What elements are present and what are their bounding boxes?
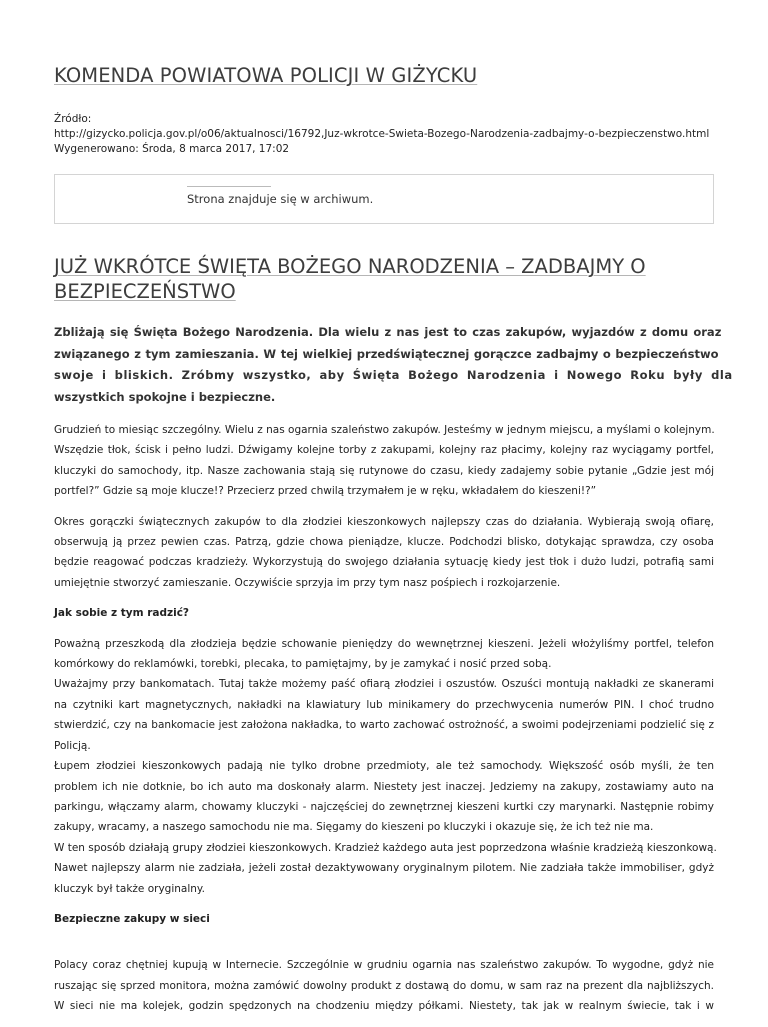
document-meta xyxy=(54,112,709,157)
source-url: http://gizycko.policja.gov.pl/o06/aktualnosci/16792,Juz-wkrotce-Swieta-Bozego-Narodzenia-zadbajmy-o-bezpieczenstwo.html xyxy=(54,128,710,140)
paragraph-2 xyxy=(54,512,714,594)
text-line: kluczyki do samochody, itp. Nasze zachowania stają się rutynowe do czasu, kiedy zadajemy sobie pytanie „Gdzie jest mój xyxy=(54,464,714,477)
text-line: zakupy, wracamy, a naszego samochodu nie ma. Sięgamy do kieszeni po kluczyki i okazuje się, że ich też nie ma. xyxy=(54,821,654,834)
article-title[interactable] xyxy=(54,254,714,304)
article-body xyxy=(54,322,733,1027)
text-line: na czytniki kart magnetycznych, nakładki na klawiatury lub minikamery do przechwycenia numerów PIN. I choć trudno xyxy=(54,698,714,711)
lead-line: wszystkich spokojne i bezpieczne. xyxy=(54,389,276,404)
archive-divider xyxy=(187,186,271,187)
text-line: Uważajmy przy bankomatach. Tutaj także możemy paść ofiarą złodziei i oszustów. Oszuści montują nakładki ze skanerami xyxy=(54,678,714,691)
text-line: stwierdzić, czy na bankomacie jest założona nakładka, to warto zachować ostrożność, a swoimi podejrzeniami podzielić się z xyxy=(54,719,714,732)
archive-notice-box xyxy=(54,174,714,224)
paragraph-1 xyxy=(54,420,714,502)
subheading-online-shopping: Bezpieczne zakupy w sieci xyxy=(54,912,210,925)
article-title-line: BEZPIECZEŃSTWO xyxy=(54,280,236,303)
text-line: Grudzień to miesiąc szczególny. Wielu z nas ogarnia szaleństwo zakupów. Jesteśmy w jednym miejscu, a myślami o kolejnym. xyxy=(54,424,715,436)
text-line: Łupem złodziei kieszonkowych padają nie tylko drobne przedmioty, ale też samochody. Większość osób myśli, że ten xyxy=(54,760,714,773)
subheading-how-to-cope: Jak sobie z tym radzić? xyxy=(54,607,190,620)
text-line: Nawet najlepszy alarm nie zadziała, jeżeli został dezaktywowany oryginalnym pilotem. Nie zadziała także immobiliser, gdyż xyxy=(54,862,714,875)
text-line: umiejętnie stworzyć zamieszanie. Oczywiście sprzyja im przy tym nasz pośpiech i rozkojarzenie. xyxy=(54,576,561,589)
org-title[interactable]: KOMENDA POWIATOWA POLICJI W GIŻYCKU xyxy=(54,64,478,87)
article-title-line: JUŻ WKRÓTCE ŚWIĘTA BOŻEGO NARODZENIA – ZADBAJMY O xyxy=(54,255,646,278)
paragraph-4 xyxy=(54,955,714,1016)
lead-line: swoje i bliskich. Zróbmy wszystko, aby Święta Bożego Narodzenia i Nowego Roku były dla xyxy=(54,368,733,382)
text-line: W sieci nie ma kolejek, godzin spędzonych na chodzeniu między półkami. Niestety, tak jak w realnym świecie, tak i w xyxy=(54,1000,714,1013)
text-line: Poważną przeszkodą dla złodzieja będzie schowanie pieniędzy do wewnętrznej kieszeni. Jeżeli włożyliśmy portfel, telefon xyxy=(54,637,714,650)
text-line: parkingu, włączamy alarm, chowamy kluczyki - najczęściej do zewnętrznej kieszeni kurtki czy marynarki. Następnie robimy xyxy=(54,800,714,813)
text-line: obserwują ją przez pewien czas. Patrzą, gdzie chowa pieniądze, klucze. Podchodzi blisko, dotykając sprawdza, czy osoba xyxy=(54,536,714,549)
paragraph-3 xyxy=(54,634,717,899)
archive-notice: Strona znajduje się w archiwum. xyxy=(187,192,374,206)
text-line: Policją. xyxy=(54,739,91,752)
generated-date: Wygenerowano: Środa, 8 marca 2017, 17:02 xyxy=(54,143,290,155)
text-line: Wszędzie tłok, ścisk i pełno ludzi. Dźwigamy kolejne torby z zakupami, kolejny raz płacimy, kolejny raz wyciągamy portfel, xyxy=(54,444,714,457)
text-line: kluczyk był także oryginalny. xyxy=(54,882,205,895)
text-line: komórkowy do reklamówki, torebki, plecaka, to pamiętajmy, by je zamykać i nosić przed sobą. xyxy=(54,658,552,671)
text-line: W ten sposób działają grupy złodziei kieszonkowych. Kradzież każdego auta jest poprzedzona właśnie kradzieżą kieszonkową. xyxy=(54,841,717,854)
text-line: problem ich nie dotknie, bo ich auto ma doskonały alarm. Niestety jest inaczej. Jedziemy na zakupy, zostawiamy auto na xyxy=(54,780,714,793)
text-line: ruszając się sprzed monitora, można zamówić dowolny produkt z dostawą do domu, w sam raz na prezent dla najbliższych. xyxy=(54,979,714,992)
lead-line: Zbliżają się Święta Bożego Narodzenia. Dla wielu z nas jest to czas zakupów, wyjazdów z domu oraz xyxy=(54,325,722,339)
text-line: będzie reagować podczas kradzieży. Wykorzystują do swojego działania sytuację kiedy jest tłok i dużo ludzi, potrafią sami xyxy=(54,556,714,569)
article-lead xyxy=(54,322,733,408)
lead-line: związanego z tym zamieszania. W tej wielkiej przedświątecznej gorączce zadbajmy o bezpieczeństwo xyxy=(54,346,719,361)
source-label: Źródło: xyxy=(54,113,92,125)
text-line: Okres gorączki świątecznych zakupów to dla złodziei kieszonkowych najlepszy czas do działania. Wybierają swoją ofiarę, xyxy=(54,515,714,528)
text-line: Polacy coraz chętniej kupują w Internecie. Szczególnie w grudniu ogarnia nas szaleństwo zakupów. To wygodne, gdyż nie xyxy=(54,959,714,972)
text-line: portfel?” Gdzie są moje klucze!? Przecierz przed chwilą trzymałem je w ręku, wkładałem do kieszeni!?” xyxy=(54,485,597,498)
